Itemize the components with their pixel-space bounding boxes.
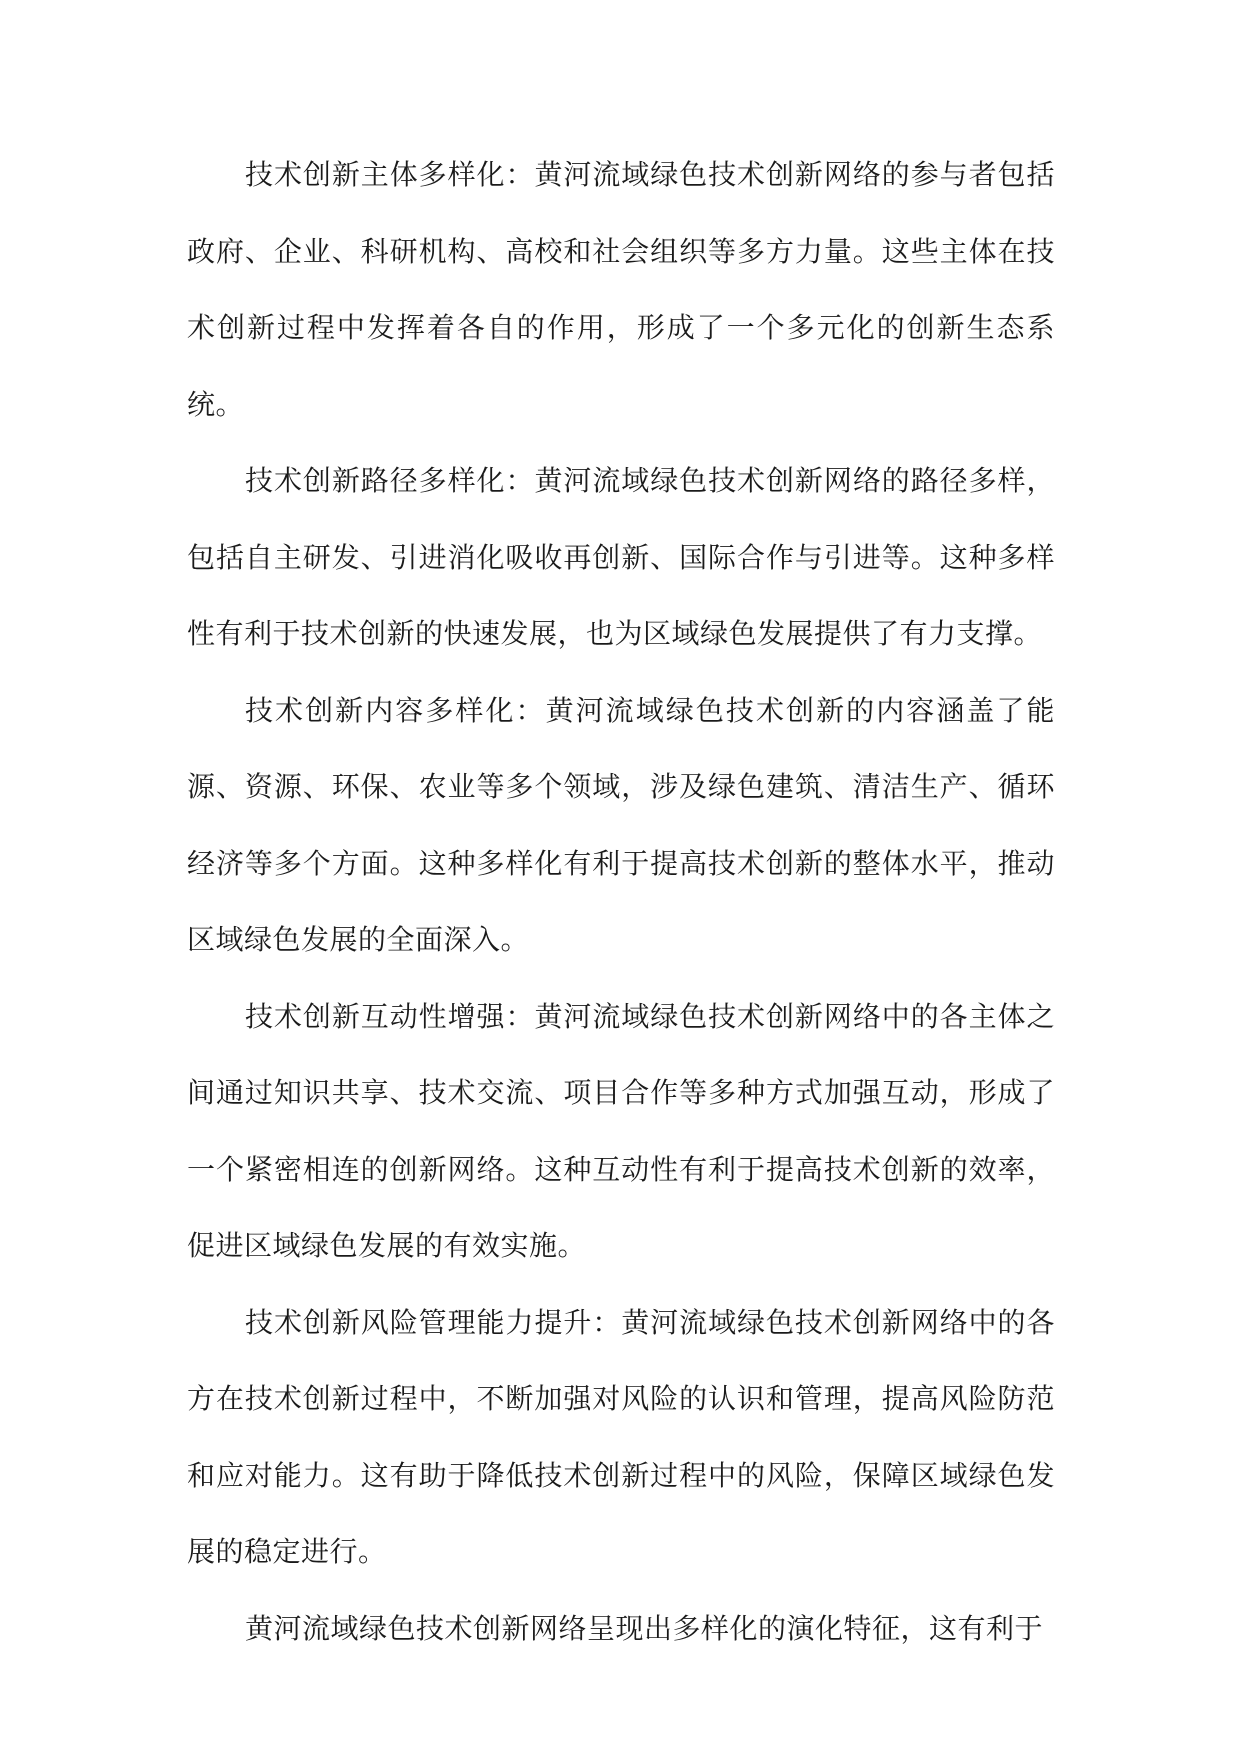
paragraph-innovation-subjects: 技术创新主体多样化：黄河流域绿色技术创新网络的参与者包括政府、企业、科研机构、高校和社会组织等多方力量。这些主体在技术创新过程中发挥着各自的作用，形成了一个多元化的创新生态系统。	[187, 158, 1055, 421]
paragraph-risk-management: 技术创新风险管理能力提升：黄河流域绿色技术创新网络中的各方在技术创新过程中，不断加强对风险的认识和管理，提高风险防范和应对能力。这有助于降低技术创新过程中的风险，保障区域绿色发展的稳定进行。	[187, 1305, 1055, 1568]
paragraph-conclusion: 黄河流域绿色技术创新网络呈现出多样化的演化特征，这有利于	[245, 1611, 1044, 1645]
paragraph-innovation-paths: 技术创新路径多样化：黄河流域绿色技术创新网络的路径多样，包括自主研发、引进消化吸收再创新、国际合作与引进等。这种多样性有利于技术创新的快速发展，也为区域绿色发展提供了有力支撑。	[187, 464, 1055, 650]
document-body	[187, 137, 1055, 1667]
paragraph-innovation-content: 技术创新内容多样化：黄河流域绿色技术创新的内容涵盖了能源、资源、环保、农业等多个领域，涉及绿色建筑、清洁生产、循环经济等多个方面。这种多样化有利于提高技术创新的整体水平，推动区域绿色发展的全面深入。	[187, 693, 1055, 956]
paragraph-innovation-interaction: 技术创新互动性增强：黄河流域绿色技术创新网络中的各主体之间通过知识共享、技术交流、项目合作等多种方式加强互动，形成了一个紧密相连的创新网络。这种互动性有利于提高技术创新的效率，促进区域绿色发展的有效实施。	[187, 999, 1055, 1262]
